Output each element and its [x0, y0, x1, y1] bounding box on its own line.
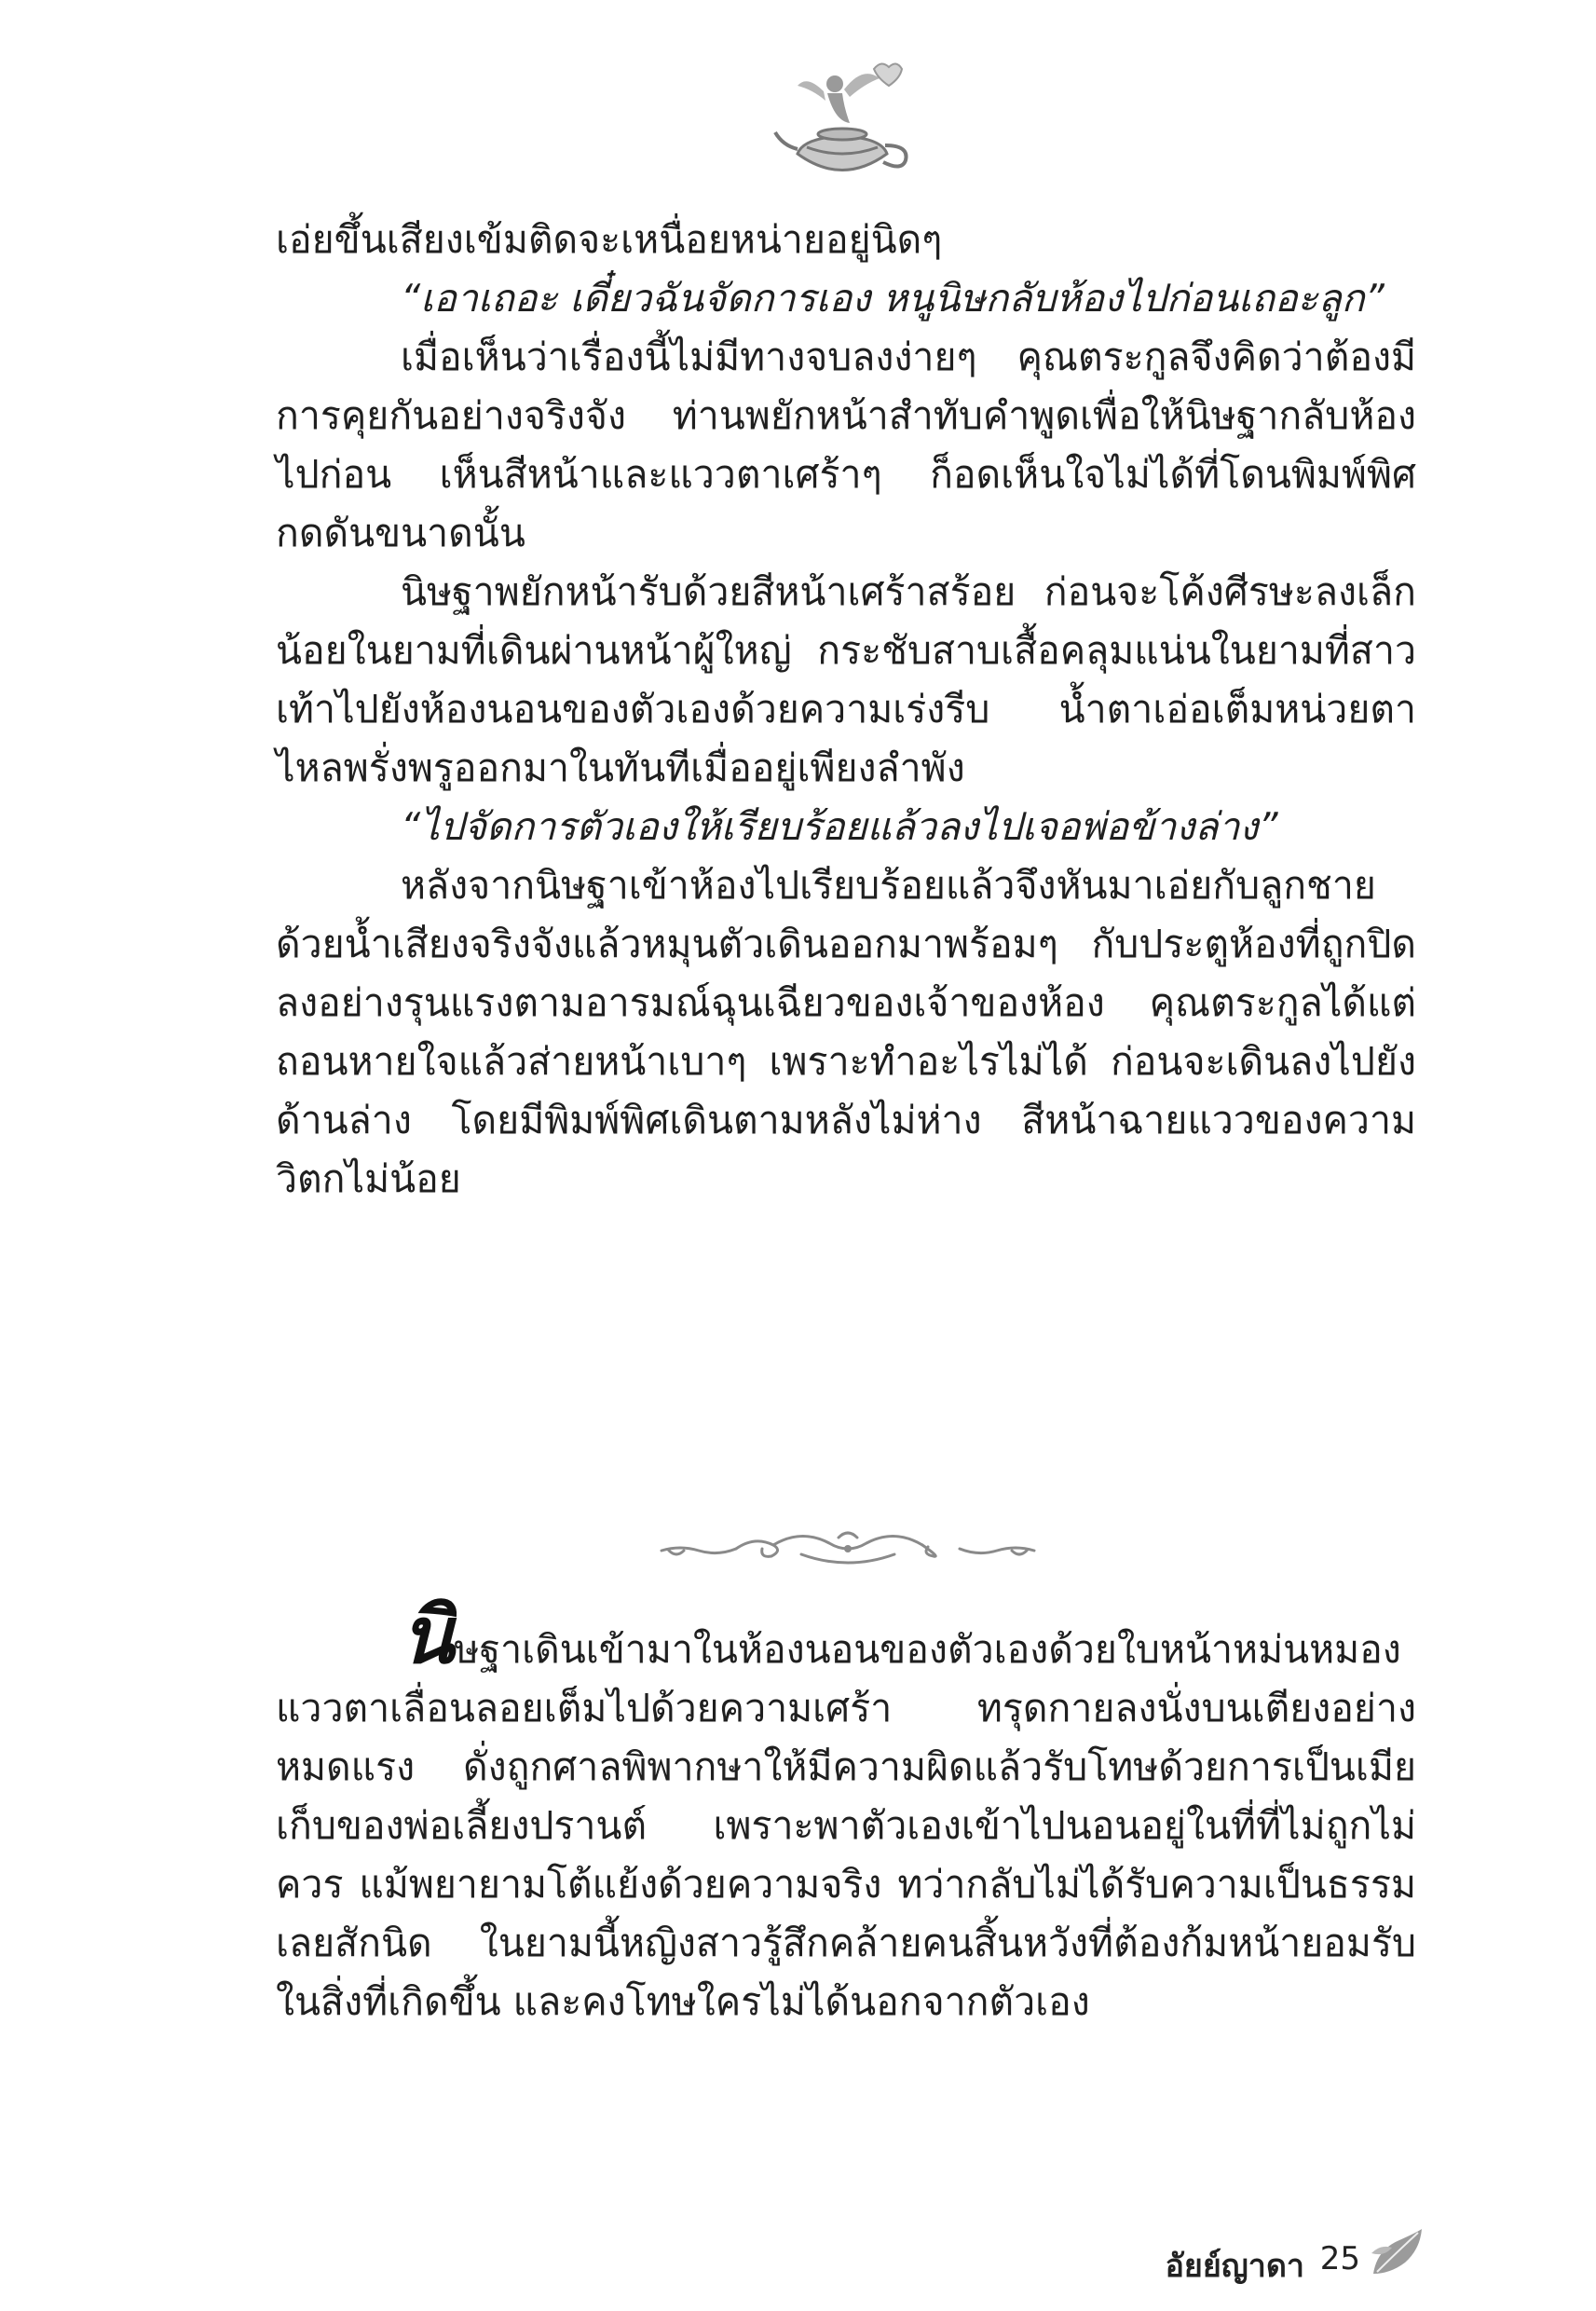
ornamental-divider-icon [652, 1517, 1044, 1582]
page-footer [1034, 2236, 1425, 2292]
quote-paragraph: “ไปจัดการตัวเองให้เรียบร้อยแล้วลงไปเจอพ่อข้างล่าง” [401, 804, 1278, 849]
paragraph: เมื่อเห็นว่าเรื่องนี้ไม่มีทางจบลงง่ายๆ คุณตระกูลจึงคิดว่าต้องมีการคุยกันอย่างจริงจัง ท่านพยักหน้าสำทับคำพูดเพื่อให้นิษฐากลับห้องไปก่อน เห็นสีหน้าและแววตาเศร้าๆ ก็อดเห็นใจไม่ได้ที่โดนพิมพ์พิศกดดันขนาดนั้น [276, 335, 1416, 555]
page-number: 25 [1319, 2240, 1360, 2277]
drop-cap: นิ [401, 1589, 455, 1681]
chapter-section [276, 1589, 1416, 2031]
paragraph: หลังจากนิษฐาเข้าห้องไปเรียบร้อยแล้วจึงหันมาเอ่ยกับลูกชายด้วยน้ำเสียงจริงจังแล้วหมุนตัวเดินออกมาพร้อมๆ กับประตูห้องที่ถูกปิดลงอย่างรุนแรงตามอารมณ์ฉุนเฉียวของเจ้าของห้อง คุณตระกูลได้แต่ถอนหายใจแล้วส่ายหน้าเบาๆ เพราะทำอะไรไม่ได้ ก่อนจะเดินลงไปยังด้านล่าง โดยมีพิมพ์พิศเดินตามหลังไม่ห่าง สีหน้าฉายแววของความวิตกไม่น้อย [276, 863, 1416, 1201]
paragraph: เอ่ยขึ้นเสียงเข้มติดจะเหนื่อยหน่ายอยู่นิดๆ [276, 217, 943, 262]
tea-leaf-icon [1368, 2225, 1425, 2279]
paragraph: นิษฐาพยักหน้ารับด้วยสีหน้าเศร้าสร้อย ก่อนจะโค้งศีรษะลงเล็กน้อยในยามที่เดินผ่านหน้าผู้ใหญ่ กระชับสาบเสื้อคลุมแน่นในยามที่สาวเท้าไปยังห้องนอนของตัวเองด้วยความเร่งรีบ น้ำตาเอ่อเต็มหน่วยตาไหลพรั่งพรูออกมาในทันทีเมื่ออยู่เพียงลำพัง [276, 569, 1416, 790]
main-text-section [276, 211, 1416, 1209]
paragraph [276, 1589, 1416, 2031]
quote-paragraph: “เอาเถอะ เดี๋ยวฉันจัดการเอง หนูนิษกลับห้องไปก่อนเถอะลูก” [401, 276, 1385, 321]
author-name: อัยย์ญาดา [1165, 2248, 1304, 2285]
paragraph-text: ษฐาเดินเข้ามาในห้องนอนของตัวเองด้วยใบหน้าหม่นหมองแววตาเลื่อนลอยเต็มไปด้วยความเศร้า ทรุดกายลงนั่งบนเตียงอย่างหมดแรง ดั่งถูกศาลพิพากษาให้มีความผิดแล้วรับโทษด้วยการเป็นเมียเก็บของพ่อเลี้ยงปรานต์ เพราะพาตัวเองเข้าไปนอนอยู่ในที่ที่ไม่ถูกไม่ควร แม้พยายามโต้แย้งด้วยความจริง ทว่ากลับไม่ได้รับความเป็นธรรมเลยสักนิด ในยามนี้หญิงสาวรู้สึกคล้ายคนสิ้นหวังที่ต้องก้มหน้ายอมรับในสิ่งที่เกิดขึ้น และคงโทษใครไม่ได้นอกจากตัวเอง [276, 1627, 1416, 2024]
teapot-cupid-icon [770, 56, 915, 186]
